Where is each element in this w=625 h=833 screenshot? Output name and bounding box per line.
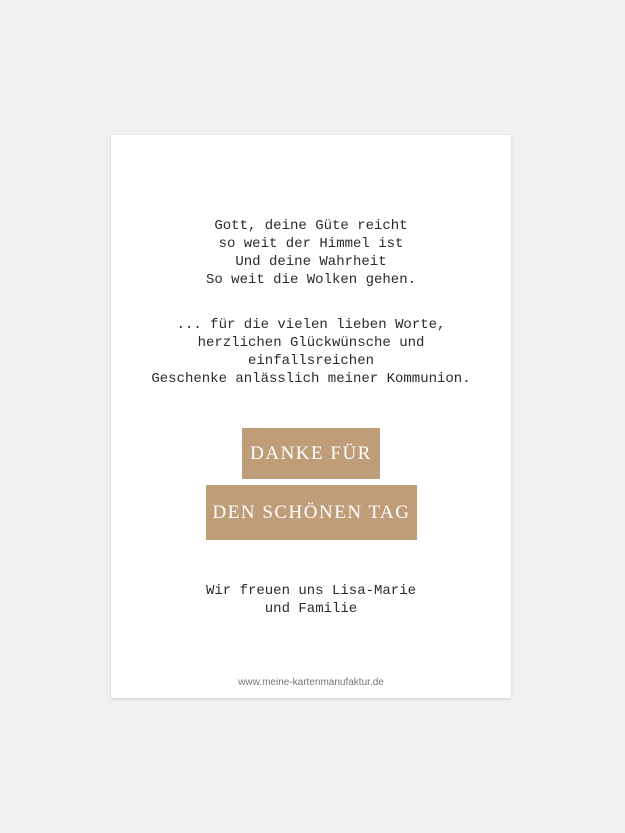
website-url: www.meine-kartenmanufaktur.de [238, 677, 384, 688]
thanks-line: einfallsreichen [247, 353, 375, 369]
thanks-line: herzlichen Glückwünsche und [197, 335, 425, 351]
danke-label: DANKE FÜR [242, 428, 380, 479]
closing-line: und Familie [264, 601, 358, 617]
closing-line: Wir freuen uns Lisa-Marie [205, 583, 417, 599]
verse-line: So weit die Wolken gehen. [205, 272, 417, 288]
thanks-line: Geschenke anlässlich meiner Kommunion. [151, 371, 471, 387]
thanks-line: ... für die vielen lieben Worte, [176, 317, 446, 333]
thanks-text [111, 316, 511, 388]
card-preview [111, 135, 511, 698]
schoenen-tag-label: DEN SCHÖNEN TAG [206, 485, 417, 540]
verse-line: so weit der Himmel ist [218, 236, 404, 252]
verse-line: Gott, deine Güte reicht [214, 218, 408, 234]
closing-text [111, 582, 511, 618]
verse-line: Und deine Wahrheit [235, 254, 387, 270]
verse-text [111, 217, 511, 289]
